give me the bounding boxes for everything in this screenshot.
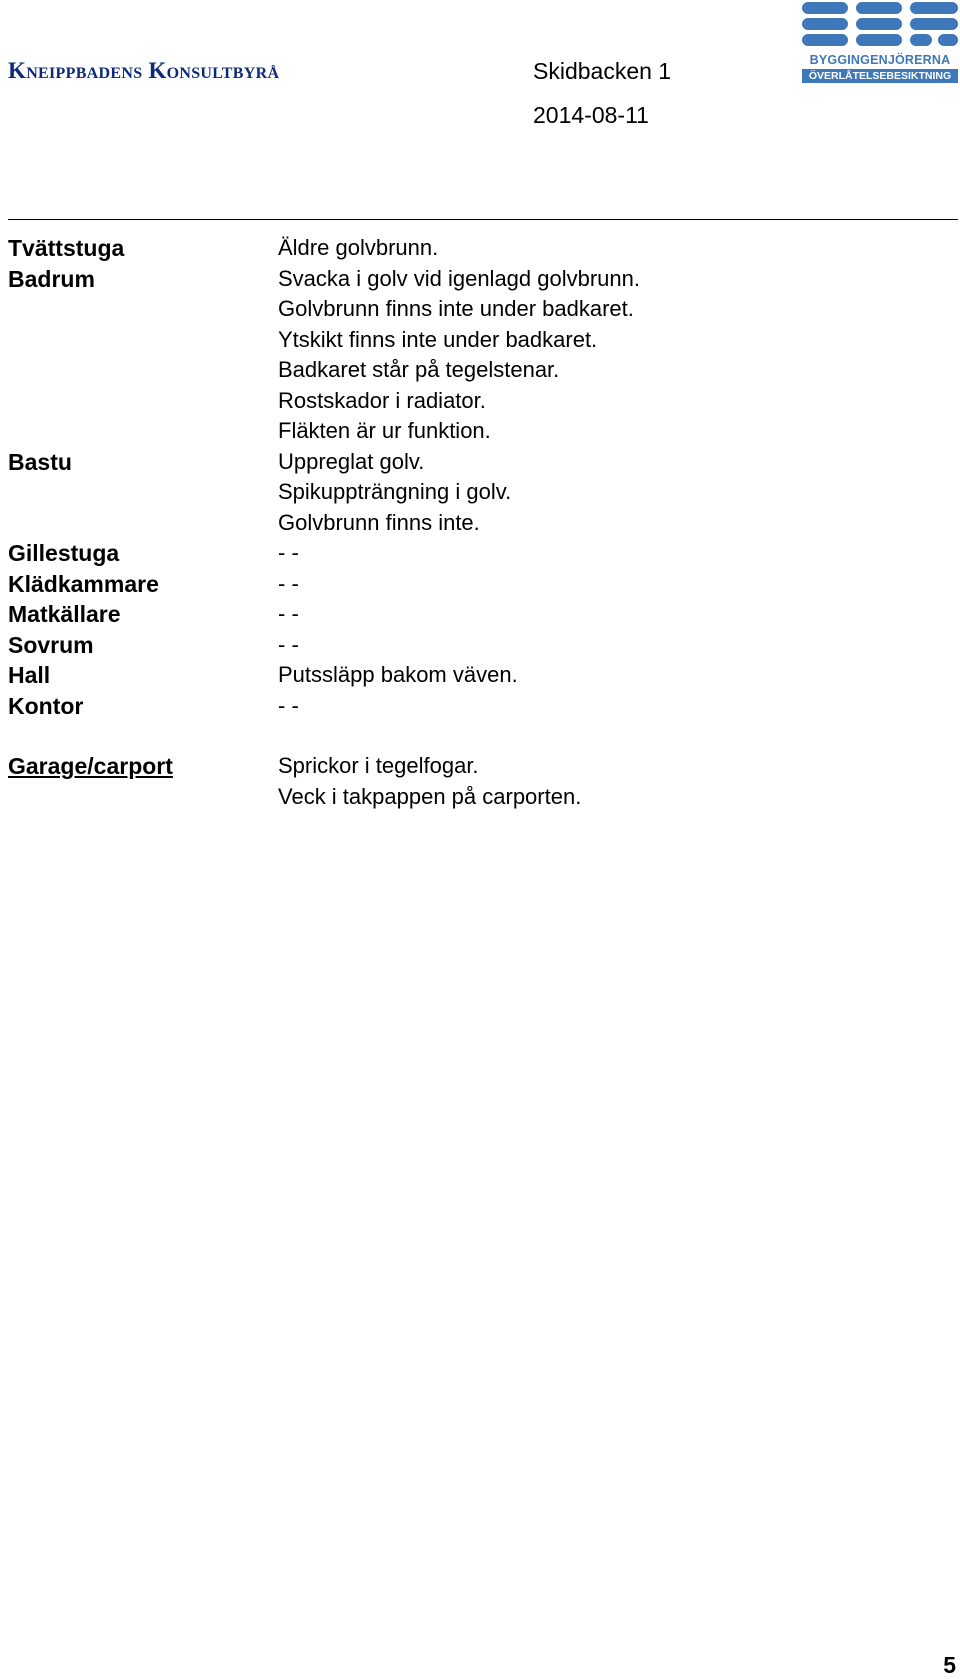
sbr-logo-icon	[802, 2, 958, 58]
room-note: Golvbrunn finns inte under badkaret.	[278, 296, 634, 321]
room-note: - -	[278, 570, 299, 596]
room-row-matkallare	[8, 599, 948, 630]
room-row-sovrum	[8, 630, 948, 661]
room-name: Kontor	[8, 692, 84, 719]
room-notes	[278, 599, 948, 630]
room-notes	[278, 538, 948, 569]
page-number: 5	[943, 1652, 956, 1678]
room-notes	[278, 569, 948, 600]
room-name: Klädkammare	[8, 570, 159, 597]
room-note: Sprickor i tegelfogar.	[278, 753, 479, 778]
room-note: Golvbrunn finns inte.	[278, 509, 480, 535]
room-note: Putssläpp bakom väven.	[278, 662, 518, 687]
section-heading-garage: Garage/carport	[8, 753, 173, 779]
room-row-tvattstuga	[8, 233, 948, 264]
room-name: Tvättstuga	[8, 235, 125, 261]
room-notes	[278, 630, 948, 661]
room-name: Gillestuga	[8, 540, 120, 566]
room-list	[8, 233, 948, 812]
room-notes	[278, 660, 948, 691]
room-row-badrum	[8, 264, 948, 447]
room-note: Badkaret står på tegelstenar.	[278, 357, 560, 382]
room-row-hall	[8, 660, 948, 691]
room-notes	[278, 233, 948, 264]
room-note: - -	[278, 692, 299, 718]
room-row-bastu	[8, 447, 948, 539]
room-note: Ytskikt finns inte under badkaret.	[278, 326, 598, 352]
section-spacer	[8, 721, 948, 751]
room-note: Fläkten är ur funktion.	[278, 418, 491, 443]
company-name: Kneippbadens Konsultbyrå	[8, 58, 280, 83]
room-note: - -	[278, 631, 299, 657]
room-note: Veck i takpappen på carporten.	[278, 783, 582, 809]
room-notes	[278, 751, 948, 812]
room-row-kladkammare	[8, 569, 948, 600]
room-name: Hall	[8, 662, 51, 688]
room-note: Uppreglat golv.	[278, 448, 425, 474]
room-note: Rostskador i radiator.	[278, 387, 486, 413]
logo-text-byggingenjorerna: BYGGINGENJÖRERNA	[809, 53, 951, 67]
room-name: Sovrum	[8, 631, 94, 658]
room-notes	[278, 691, 948, 722]
room-notes	[278, 264, 948, 447]
room-note: Spikuppträngning i golv.	[278, 479, 512, 504]
property-address: Skidbacken 1	[533, 58, 672, 84]
room-row-garage	[8, 751, 948, 812]
header-divider	[8, 219, 958, 220]
room-note: - -	[278, 540, 299, 565]
room-row-gillestuga	[8, 538, 948, 569]
room-notes	[278, 447, 948, 539]
room-name: Bastu	[8, 448, 72, 475]
room-row-kontor	[8, 691, 948, 722]
room-name: Badrum	[8, 265, 95, 292]
sbr-logo	[802, 2, 958, 82]
room-name: Matkällare	[8, 601, 121, 627]
room-note: - -	[278, 601, 299, 626]
logo-text-overlatelsebesiktning: ÖVERLÅTELSEBESIKTNING	[802, 69, 958, 83]
room-note: Svacka i golv vid igenlagd golvbrunn.	[278, 265, 641, 291]
room-note: Äldre golvbrunn.	[278, 235, 439, 260]
inspection-date: 2014-08-11	[533, 102, 649, 128]
